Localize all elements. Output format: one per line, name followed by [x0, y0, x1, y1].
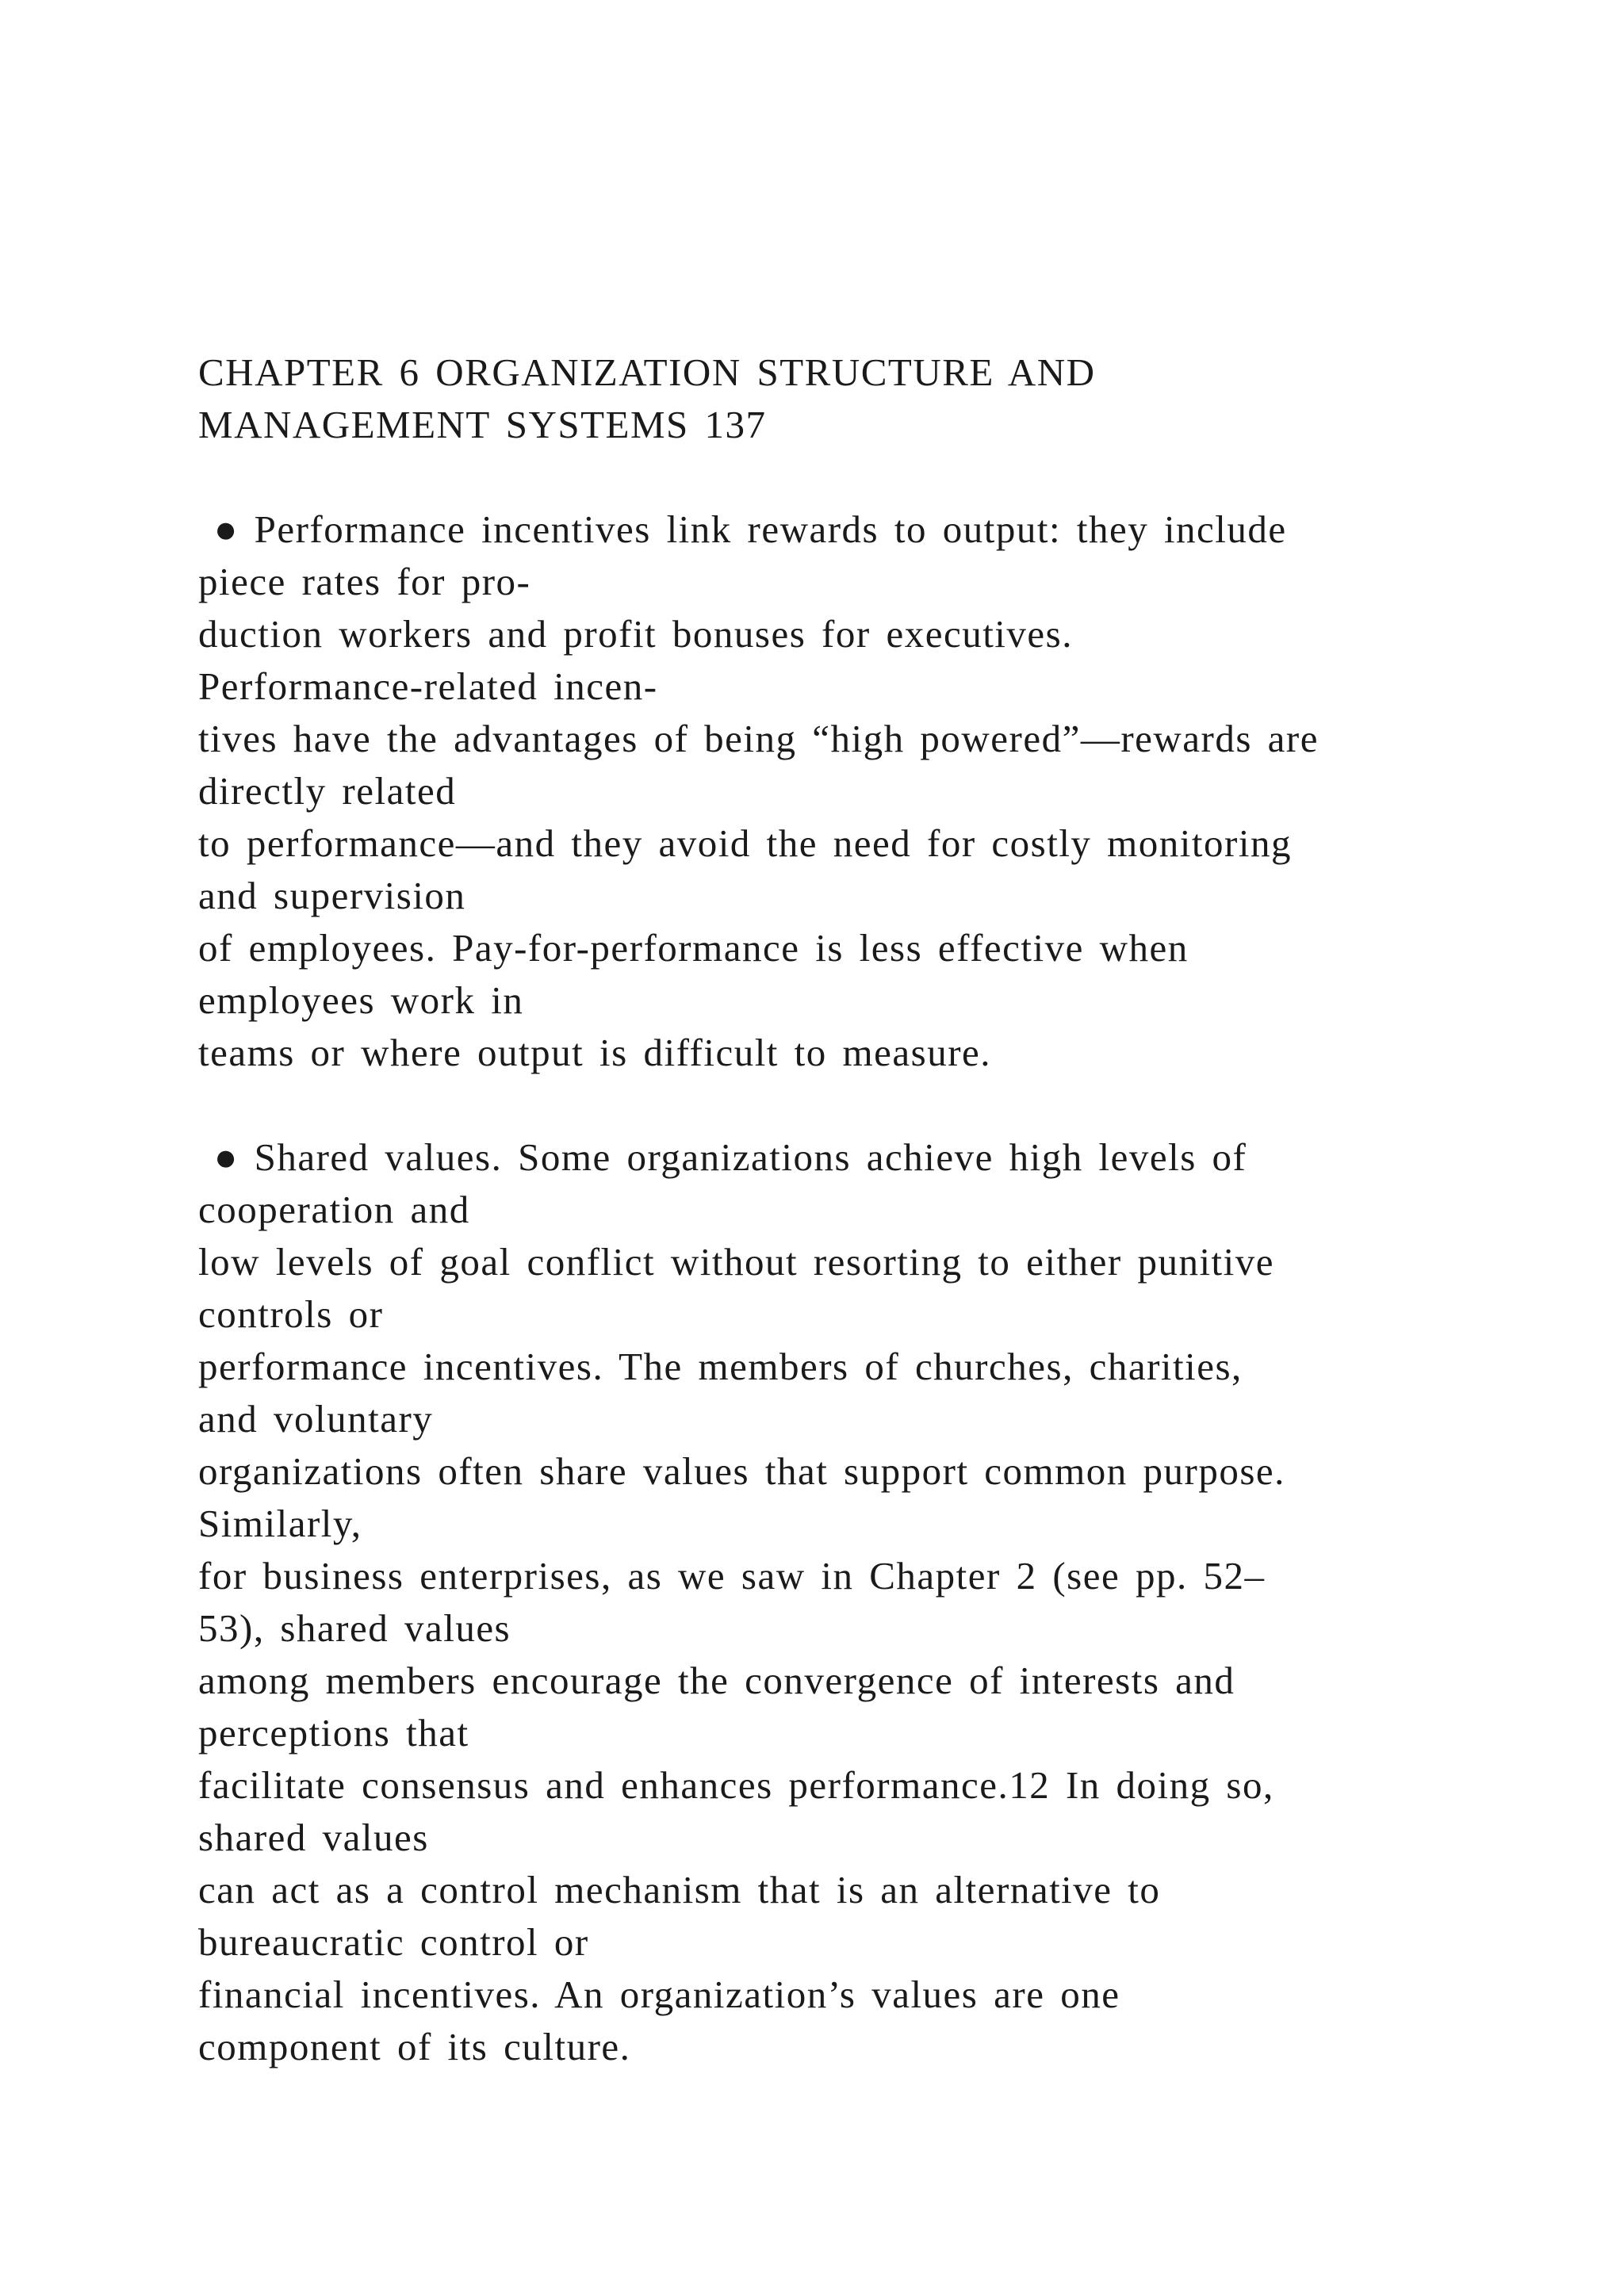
paragraph-line: financial incentives. An organization’s values are one [198, 1973, 1120, 2016]
paragraph-spacer [198, 451, 1562, 503]
paragraph-line: cooperation and [198, 1188, 470, 1231]
paragraph-line: and voluntary [198, 1397, 434, 1441]
paragraph-line: tives have the advantages of being “high powered”—rewards are [198, 717, 1319, 760]
paragraph-line: to performance—and they avoid the need for costly monitoring [198, 821, 1292, 865]
paragraph-line: for business enterprises, as we saw in Chapter 2 (see pp. 52– [198, 1554, 1266, 1598]
paragraph-line: among members encourage the convergence of interests and [198, 1659, 1235, 1702]
paragraph-line: duction workers and profit bonuses for executives. [198, 612, 1073, 656]
paragraph-line: and supervision [198, 874, 466, 917]
paragraph-line: performance incentives. The members of churches, charities, [198, 1345, 1243, 1388]
paragraph-line: shared values [198, 1816, 429, 1859]
paragraph-line: piece rates for pro- [198, 560, 531, 603]
paragraph-line: teams or where output is difficult to measure. [198, 1031, 992, 1074]
paragraph-performance-incentives [198, 503, 1562, 1079]
paragraph-line: of employees. Pay-for-performance is less effective when [198, 926, 1189, 970]
chapter-header [198, 346, 1562, 451]
paragraph-line: component of its culture. [198, 2025, 631, 2068]
paragraph-line: ● Performance incentives link rewards to output: they include [198, 507, 1287, 551]
paragraph-line: Performance-related incen- [198, 664, 658, 708]
paragraph-line: facilitate consensus and enhances performance.12 In doing so, [198, 1763, 1274, 1807]
paragraph-shared-values [198, 1131, 1562, 2073]
paragraph-line: controls or [198, 1292, 384, 1336]
paragraph-line: Similarly, [198, 1502, 362, 1545]
paragraph-line: bureaucratic control or [198, 1920, 589, 1964]
paragraph-line: ● Shared values. Some organizations achieve high levels of [198, 1135, 1247, 1179]
document-page [198, 346, 1562, 2073]
paragraph-line: employees work in [198, 978, 524, 1022]
paragraph-line: low levels of goal conflict without resorting to either punitive [198, 1240, 1275, 1284]
paragraph-line: organizations often share values that support common purpose. [198, 1449, 1285, 1493]
paragraph-line: directly related [198, 769, 457, 813]
paragraph-spacer [198, 1079, 1562, 1131]
header-line: CHAPTER 6 ORGANIZATION STRUCTURE AND [198, 350, 1096, 394]
paragraph-line: can act as a control mechanism that is an alternative to [198, 1868, 1161, 1911]
paragraph-line: 53), shared values [198, 1606, 511, 1650]
paragraph-line: perceptions that [198, 1711, 469, 1755]
header-line: MANAGEMENT SYSTEMS 137 [198, 403, 767, 446]
